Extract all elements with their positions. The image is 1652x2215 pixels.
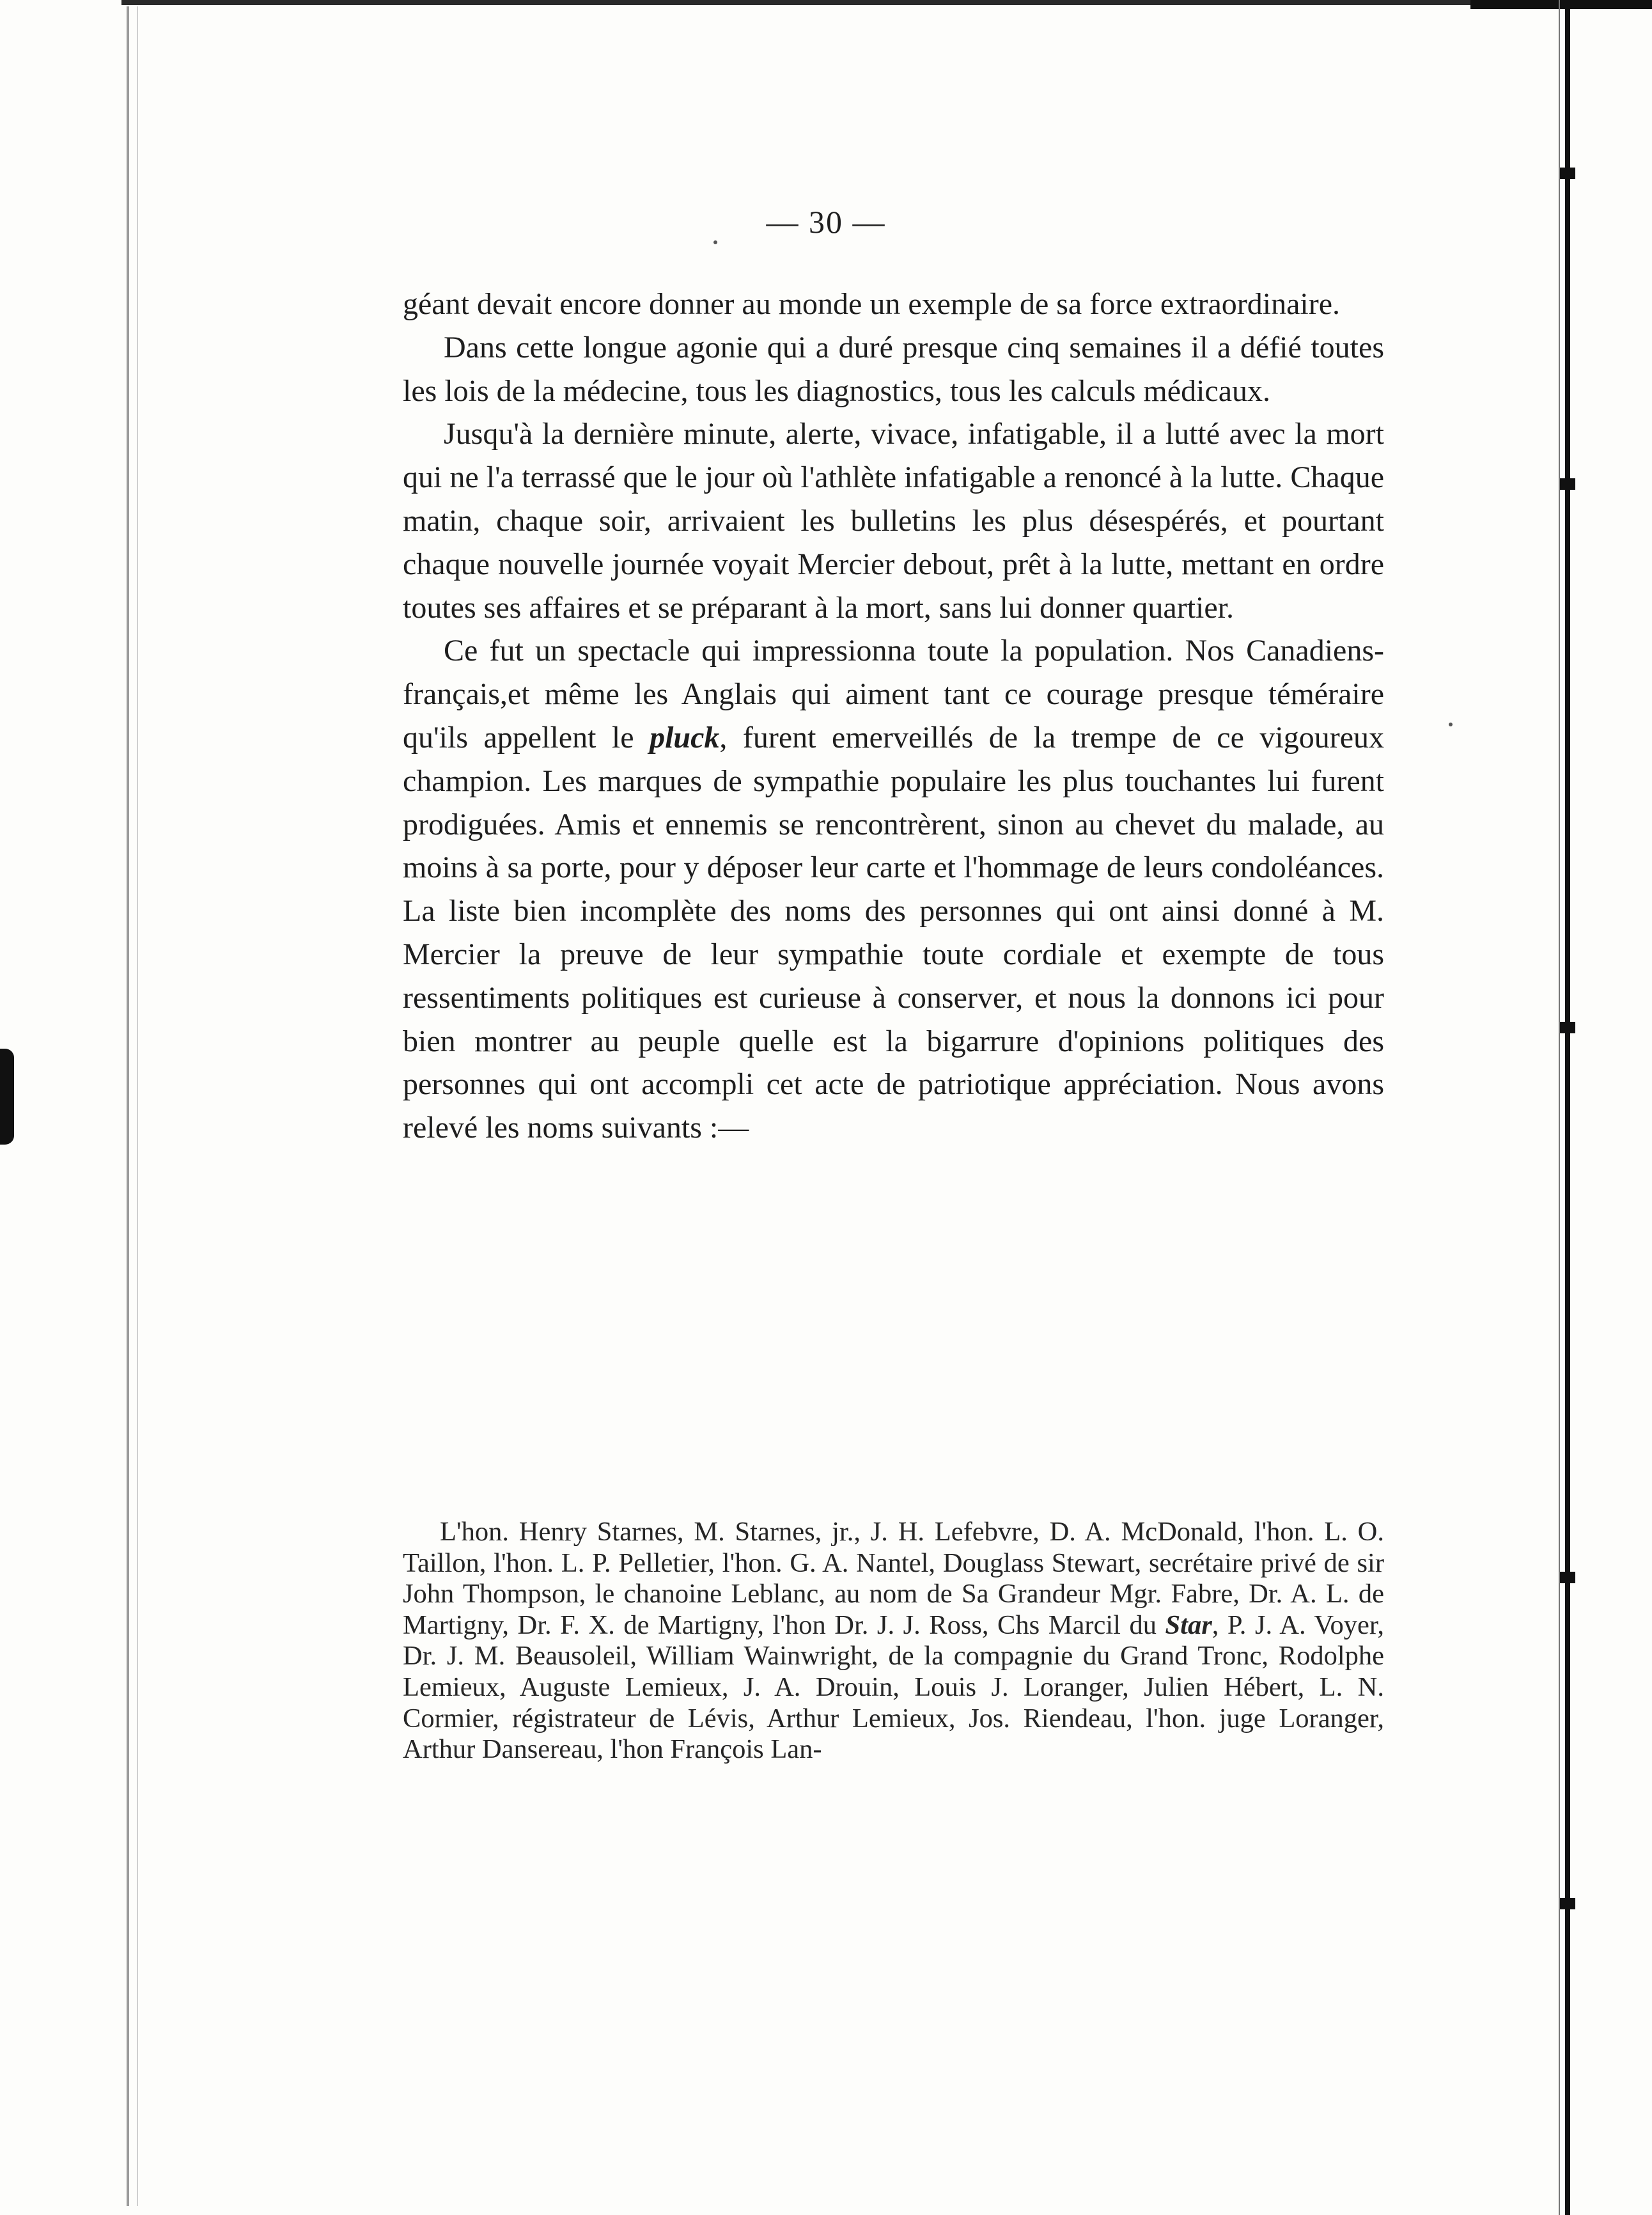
page-left-edge [127, 6, 129, 2206]
binding-edge-thin [1559, 0, 1560, 2215]
scan-top-edge [121, 0, 1554, 5]
emphasis-star: Star [1165, 1609, 1212, 1640]
page-left-edge-inner [137, 6, 138, 2206]
binding-tick [1560, 1572, 1575, 1583]
paragraph-derniere-minute: Jusqu'à la dernière minute, alerte, vivace, infatigable, il a lutté avec la mort qui ne l'a terrassé que le jour où l'athlète infatigable a renoncé à la lutte. Chaque matin, chaque soir, arrivaient les bulletins les plus désespérés, et pourtant chaque nouvelle journée voyait Mercier debout, prêt à la lutte, mettant en ordre toutes ses affaires et se préparant à la mort, sans lui donner quartier. [403, 417, 1384, 625]
binding-edge [1565, 0, 1570, 2215]
names-list-end: , P. J. A. Voyer, Dr. J. M. Beausoleil, William Wainwright, de la compagnie du Grand Tronc, Rodolphe Lemieux, Auguste Lemieux, J. A. Drouin, Louis J. Loranger, Julien Hébert, L. N. Cormier, régistrateur de Lévis, Arthur Lemieux, Jos. Riendeau, l'hon. juge Loranger, Arthur Dansereau, l'hon François Lan- [403, 1609, 1384, 1765]
names-list [403, 1517, 1384, 1765]
scan-speck [713, 240, 717, 244]
body-text [403, 283, 1384, 1150]
paragraph-spectacle-start: Ce fut un spectacle qui impressionna toute la population. Nos Canadiens-français,et même les Anglais qui aiment tant ce courage presque téméraire qu'ils appellent le [403, 634, 1384, 755]
binding-tick [1560, 168, 1575, 179]
paragraph-spectacle [403, 629, 1384, 1150]
page-number: — 30 — [766, 204, 886, 240]
scan-speck [1449, 723, 1453, 726]
scan-top-edge-dark [1470, 0, 1652, 9]
binding-tick [1560, 1898, 1575, 1909]
binding-tick [1560, 1022, 1575, 1033]
names-list-start: L'hon. Henry Starnes, M. Starnes, jr., J. H. Lefebvre, D. A. McDonald, l'hon. L. O. Taillon, l'hon. L. P. Pelletier, l'hon. G. A. Nantel, Douglass Stewart, secrétaire privé de sir John Thompson, le chanoine Leblanc, au nom de Sa Grandeur Mgr. Fabre, Dr. A. L. de Martigny, Dr. F. X. de Martigny, l'hon Dr. J. J. Ross, Chs Marcil du [403, 1517, 1384, 1640]
scan-left-mark [0, 1049, 14, 1145]
binding-tick [1560, 478, 1575, 490]
paragraph-continuation: géant devait encore donner au monde un exemple de sa force extraordinaire. [403, 287, 1340, 321]
paragraph-agonie: Dans cette longue agonie qui a duré presque cinq semaines il a défié toutes les lois de la médecine, tous les diagnostics, tous les calculs médicaux. [403, 330, 1384, 408]
paragraph-spectacle-end: , furent emerveillés de la trempe de ce vigoureux champion. Les marques de sympathie populaire les plus touchantes lui furent prodiguées. Amis et ennemis se rencontrèrent, sinon au chevet du malade, au moins à sa porte, pour y déposer leur carte et l'hommage de leurs condoléances. La liste bien incomplète des noms des personnes qui ont ainsi donné à M. Mercier la preuve de leur sympathie toute cordiale et exempte de tous ressentiments politiques est curieuse à conserver, et nous la donnons ici pour bien montrer au peuple quelle est la bigarrure d'opinions politiques des personnes qui ont accompli cet acte de patriotique appréciation. Nous avons relevé les noms suivants :— [403, 720, 1384, 1145]
emphasis-pluck: pluck [650, 720, 720, 755]
